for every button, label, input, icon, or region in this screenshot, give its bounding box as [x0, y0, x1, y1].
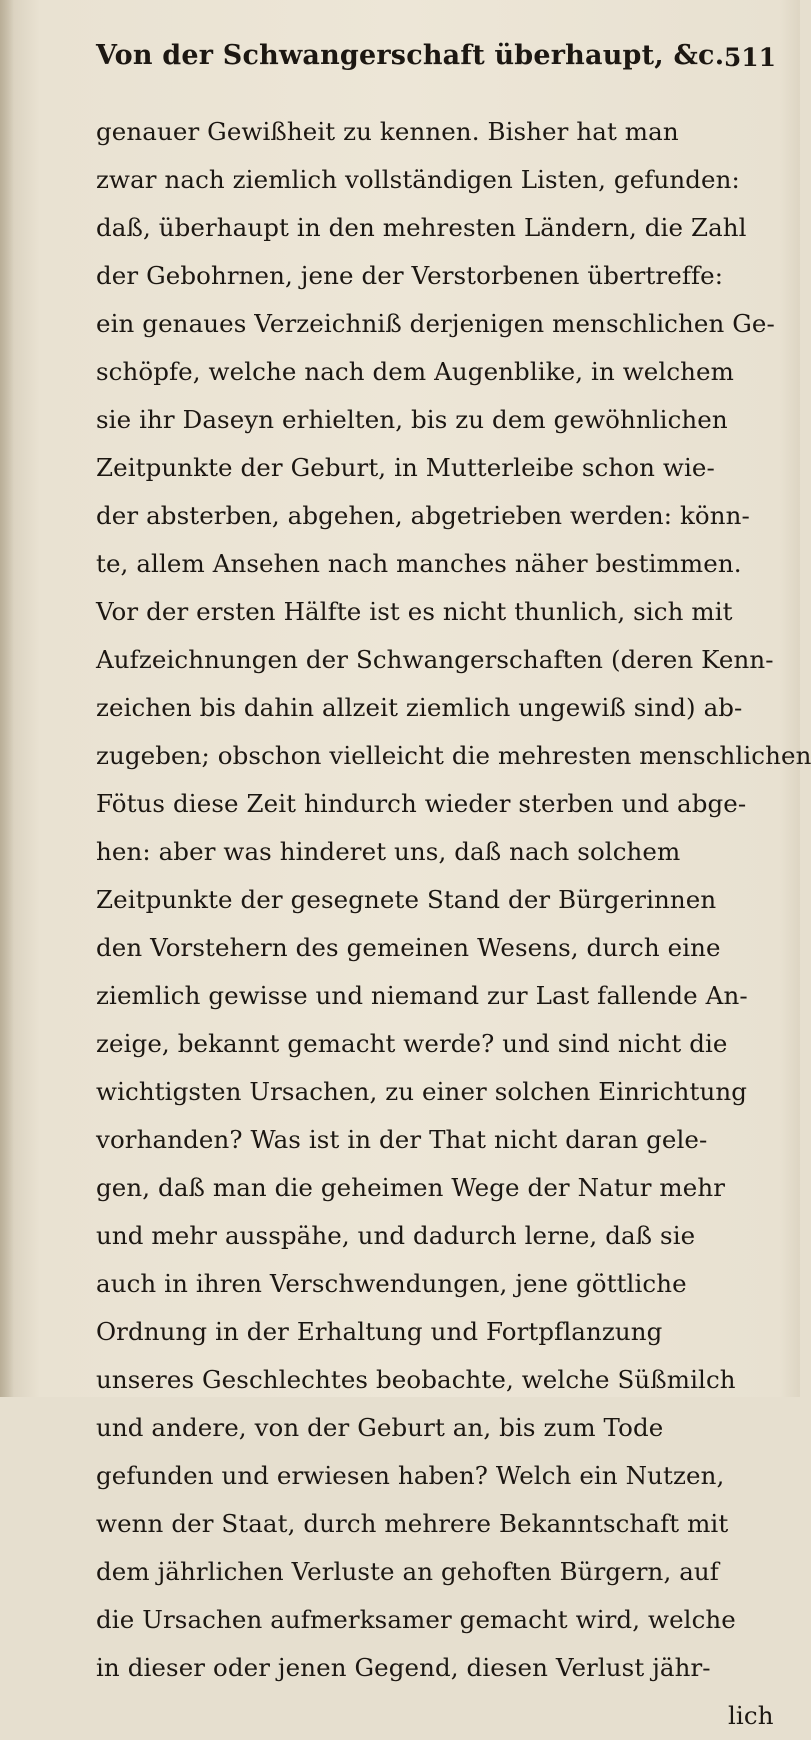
text-line: wenn der Staat, durch mehrere Bekanntschaft mit: [96, 1509, 729, 1538]
text-line: Ordnung in der Erhaltung und Fortpflanzung: [96, 1317, 663, 1346]
text-line: ziemlich gewisse und niemand zur Last fallende An-: [96, 981, 748, 1010]
text-line: Zeitpunkte der Geburt, in Mutterleibe schon wie-: [96, 453, 715, 482]
catchword-line: lich: [728, 1701, 774, 1730]
body-text: [96, 108, 811, 1740]
text-line: und andere, von der Geburt an, bis zum Tode: [96, 1413, 664, 1442]
text-line: schöpfe, welche nach dem Augenblike, in welchem: [96, 357, 734, 386]
text-line: und mehr ausspähe, und dadurch lerne, daß sie: [96, 1221, 696, 1250]
text-line: der Gebohrnen, jene der Verstorbenen übertreffe:: [96, 261, 724, 290]
text-line: Aufzeichnungen der Schwangerschaften (deren Kenn-: [96, 645, 774, 674]
text-line: vorhanden? Was ist in der That nicht daran gele-: [96, 1125, 708, 1154]
text-line: daß, überhaupt in den mehresten Ländern, die Zahl: [96, 213, 747, 242]
running-title: Von der Schwangerschaft überhaupt, &c.: [96, 40, 725, 71]
text-line: hen: aber was hinderet uns, daß nach solchem: [96, 837, 681, 866]
page-header: [96, 36, 776, 86]
text-line: Fötus diese Zeit hindurch wieder sterben und abge-: [96, 789, 747, 818]
text-line: te, allem Ansehen nach manches näher bestimmen.: [96, 549, 742, 578]
page-number: 511: [723, 43, 776, 72]
text-line: unseres Geschlechtes beobachte, welche Süßmilch: [96, 1365, 736, 1394]
text-line: die Ursachen aufmerksamer gemacht wird, welche: [96, 1605, 736, 1634]
text-line: zeichen bis dahin allzeit ziemlich ungewiß sind) ab-: [96, 693, 743, 722]
text-line: Vor der ersten Hälfte ist es nicht thunlich, sich mit: [96, 597, 733, 626]
text-line: den Vorstehern des gemeinen Wesens, durch eine: [96, 933, 721, 962]
text-line: gen, daß man die geheimen Wege der Natur mehr: [96, 1173, 726, 1202]
text-line: Zeitpunkte der gesegnete Stand der Bürgerinnen: [96, 885, 717, 914]
text-line: gefunden und erwiesen haben? Welch ein Nutzen,: [96, 1461, 725, 1490]
text-line: zugeben; obschon vielleicht die mehresten menschlichen: [96, 741, 811, 770]
text-line: zeige, bekannt gemacht werde? und sind nicht die: [96, 1029, 728, 1058]
page-gutter-shadow: [0, 0, 14, 1397]
text-line: in dieser oder jenen Gegend, diesen Verlust jähr-: [96, 1653, 711, 1682]
text-line: auch in ihren Verschwendungen, jene göttliche: [96, 1269, 687, 1298]
text-line: sie ihr Daseyn erhielten, bis zu dem gewöhnlichen: [96, 405, 728, 434]
text-line: genauer Gewißheit zu kennen. Bisher hat man: [96, 117, 679, 146]
text-line: ein genaues Verzeichniß derjenigen menschlichen Ge-: [96, 309, 775, 338]
text-line: dem jährlichen Verluste an gehoften Bürgern, auf: [96, 1557, 719, 1586]
text-line: wichtigsten Ursachen, zu einer solchen Einrichtung: [96, 1077, 747, 1106]
text-line: der absterben, abgehen, abgetrieben werden: könn-: [96, 501, 750, 530]
text-line: zwar nach ziemlich vollständigen Listen, gefunden:: [96, 165, 740, 194]
